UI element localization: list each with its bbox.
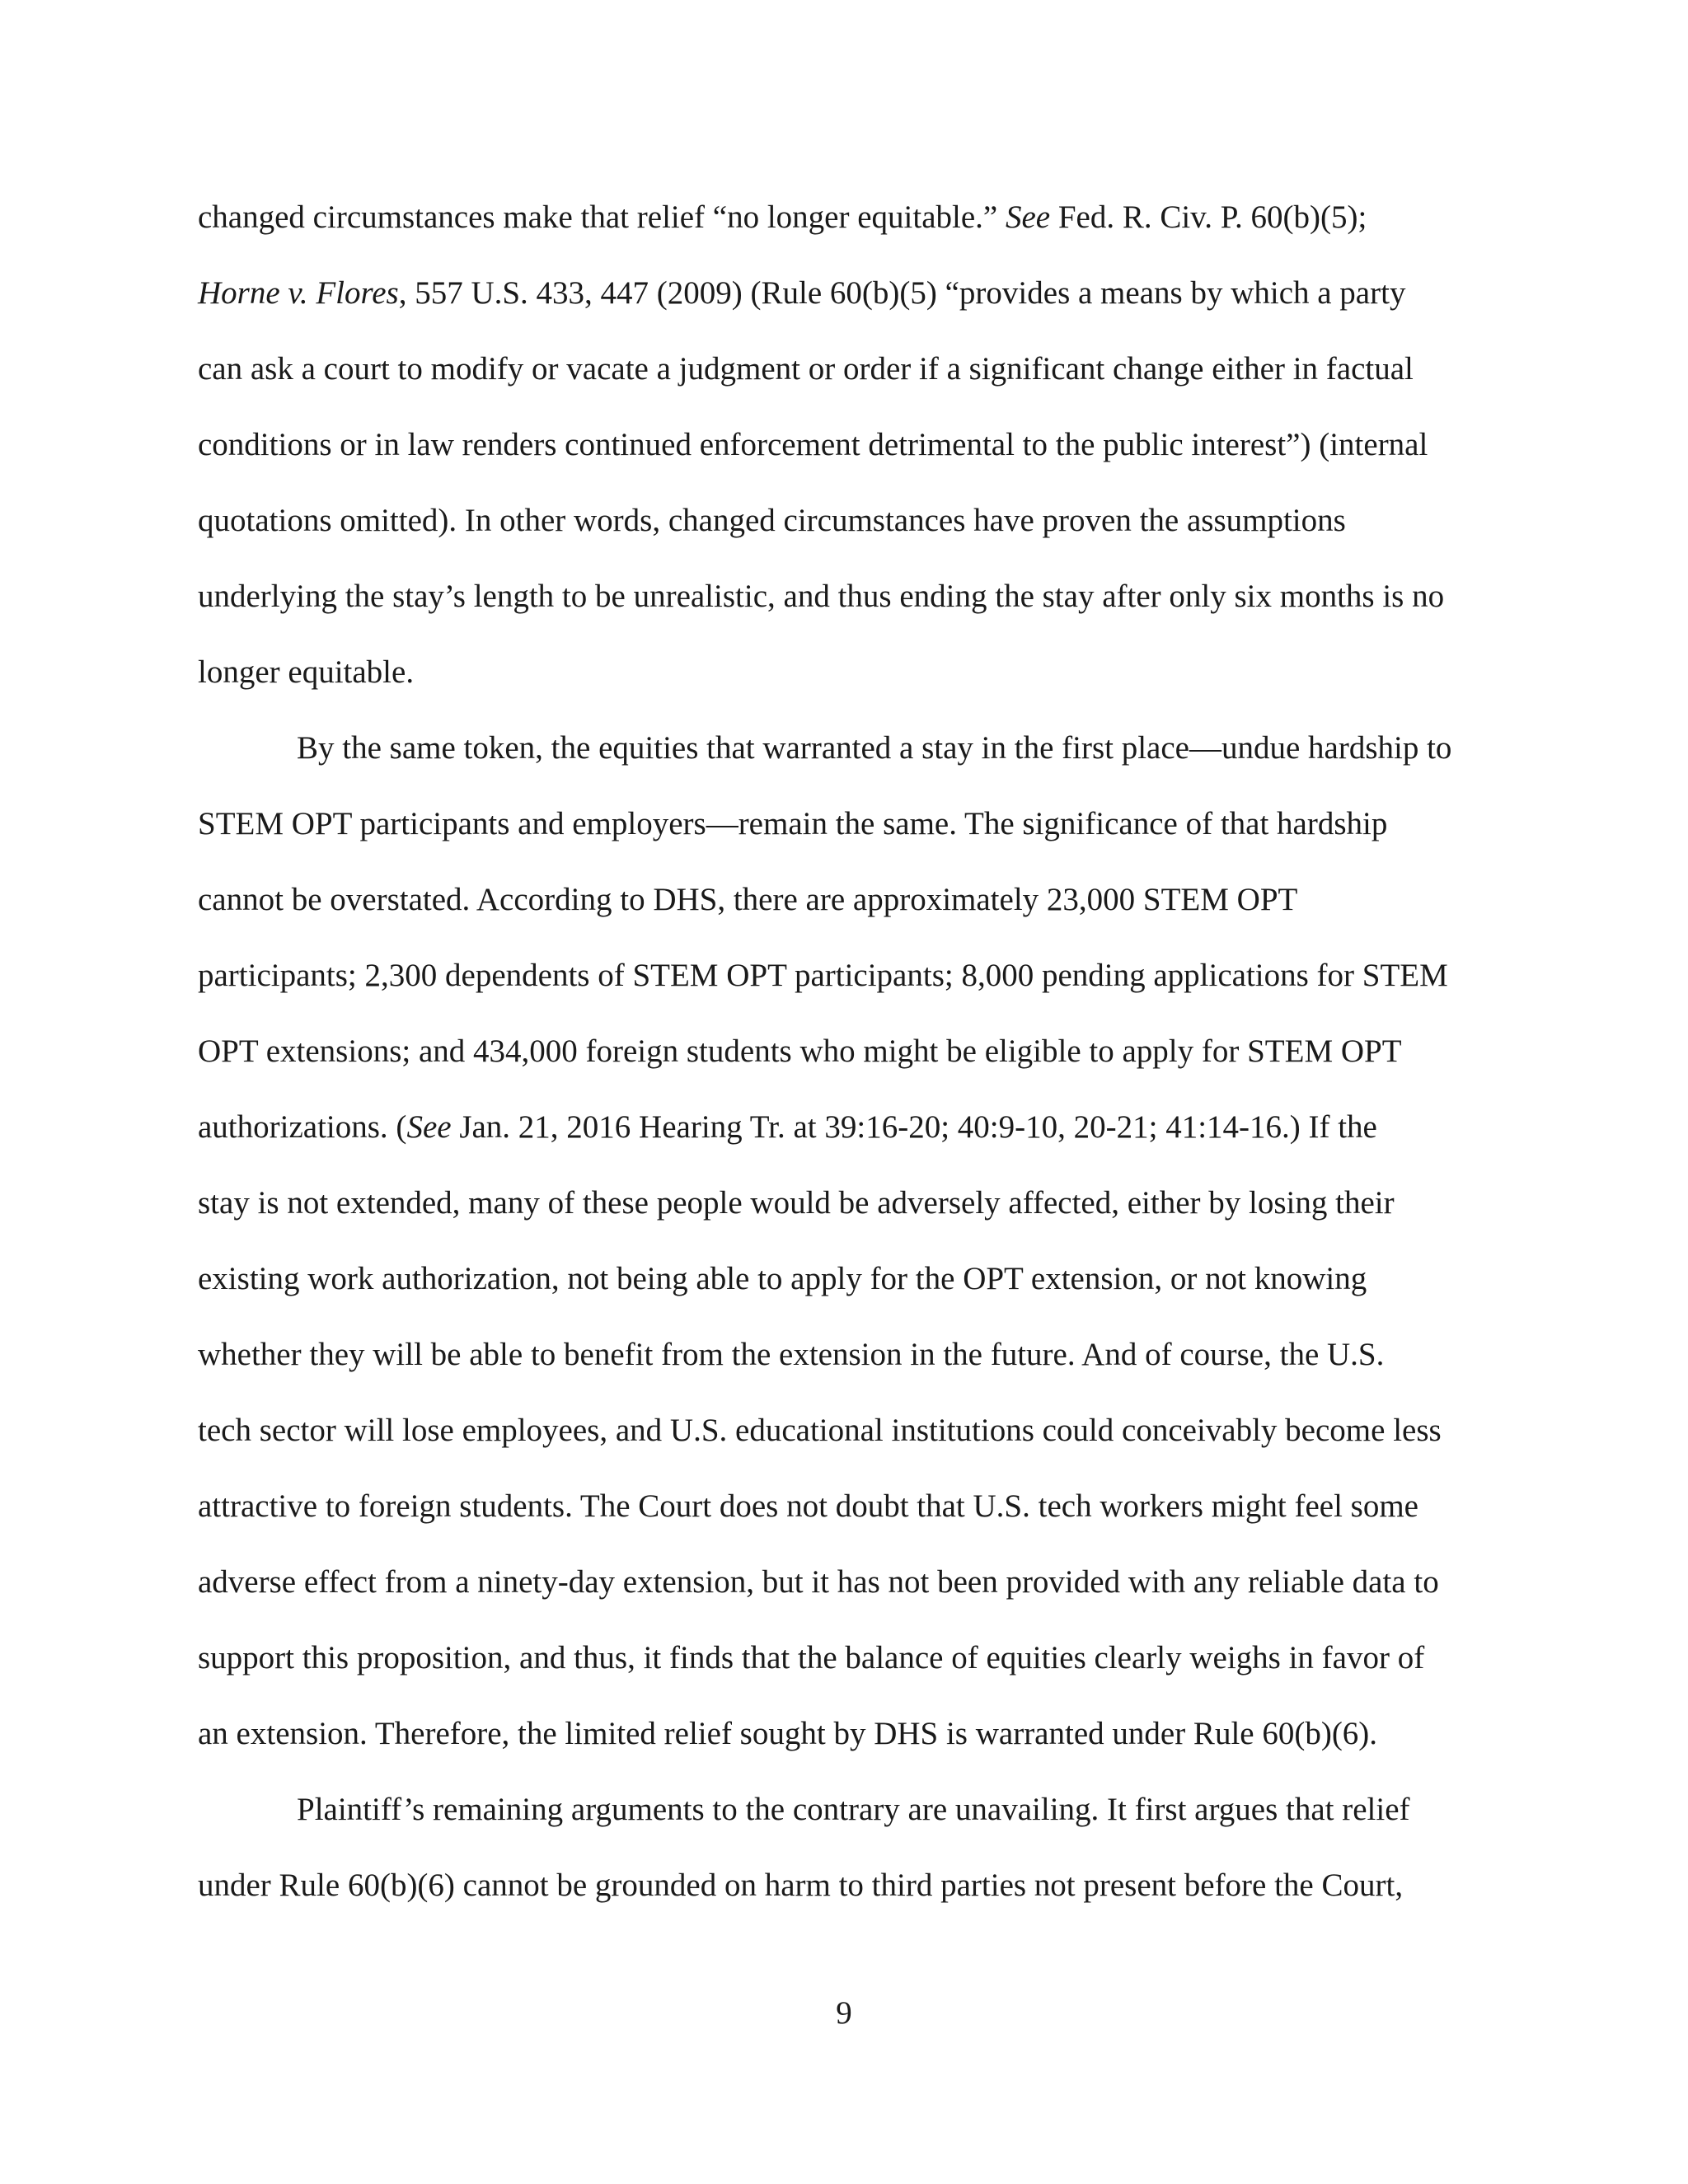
text-line (198, 407, 1497, 483)
text-line (198, 1620, 1497, 1696)
text-run: Jan. 21, 2016 Hearing Tr. at 39:16-20; 40:9-10, 20-21; 41:14-16.) If the (451, 1109, 1377, 1145)
text-run: under Rule 60(b)(6) cannot be grounded on harm to third parties not present before the Court, (198, 1868, 1404, 1903)
text-run: existing work authorization, not being able to apply for the OPT extension, or not knowing (198, 1261, 1367, 1296)
text-line (198, 180, 1497, 255)
text-line (198, 862, 1497, 938)
text-run: Plaintiff’s remaining arguments to the contrary are unavailing. It first argues that relief (297, 1792, 1410, 1827)
paragraph (198, 180, 1497, 710)
text-run: adverse effect from a ninety-day extension, but it has not been provided with any reliable data to (198, 1564, 1439, 1600)
italic-text-run: See (1005, 199, 1051, 235)
italic-text-run: Horne v. Flores (198, 275, 399, 311)
page-number: 9 (836, 1995, 852, 2031)
text-run: participants; 2,300 dependents of STEM OPT participants; 8,000 pending applications for STEM (198, 958, 1448, 993)
italic-text-run: See (406, 1109, 452, 1145)
text-line (198, 786, 1497, 862)
text-run: authorizations. ( (198, 1109, 407, 1145)
text-run: underlying the stay’s length to be unrealistic, and thus ending the stay after only six months is no (198, 579, 1445, 614)
text-line (198, 1469, 1497, 1544)
text-run: quotations omitted). In other words, changed circumstances have proven the assumptions (198, 503, 1346, 538)
text-line (198, 331, 1497, 407)
text-run: , 557 U.S. 433, 447 (2009) (Rule 60(b)(5) “provides a means by which a party (398, 275, 1406, 311)
text-run: Fed. R. Civ. P. 60(b)(5); (1050, 199, 1367, 235)
paragraph (198, 710, 1497, 1772)
text-line (198, 559, 1497, 635)
text-line (198, 635, 1497, 710)
body-text (198, 180, 1497, 1924)
text-line (198, 1393, 1497, 1469)
text-run: conditions or in law renders continued enforcement detrimental to the public interest”) (internal (198, 427, 1428, 462)
text-run: tech sector will lose employees, and U.S. educational institutions could conceivably become less (198, 1413, 1442, 1448)
text-run: STEM OPT participants and employers—remain the same. The significance of that hardship (198, 806, 1388, 841)
text-line (198, 1165, 1497, 1241)
text-line (198, 1772, 1497, 1848)
text-run: stay is not extended, many of these people would be adversely affected, either by losing their (198, 1185, 1395, 1221)
text-run: longer equitable. (198, 654, 415, 690)
text-run: OPT extensions; and 434,000 foreign students who might be eligible to apply for STEM OPT (198, 1033, 1402, 1069)
text-run: support this proposition, and thus, it finds that the balance of equities clearly weighs in favor of (198, 1640, 1425, 1675)
text-line (198, 1544, 1497, 1620)
text-run: cannot be overstated. According to DHS, there are approximately 23,000 STEM OPT (198, 882, 1298, 917)
text-line (198, 1848, 1497, 1924)
text-run: can ask a court to modify or vacate a judgment or order if a significant change either in factual (198, 351, 1414, 387)
text-line (198, 1090, 1497, 1165)
text-run: attractive to foreign students. The Court does not doubt that U.S. tech workers might feel some (198, 1488, 1418, 1524)
text-line (198, 710, 1497, 786)
text-line (198, 1241, 1497, 1317)
text-line (198, 1317, 1497, 1393)
text-run: changed circumstances make that relief “no longer equitable.” (198, 199, 1006, 235)
text-line (198, 938, 1497, 1014)
text-line (198, 255, 1497, 331)
text-run: By the same token, the equities that warranted a stay in the first place—undue hardship to (297, 730, 1452, 766)
text-run: whether they will be able to benefit from the extension in the future. And of course, the U.S. (198, 1337, 1385, 1372)
text-line (198, 1014, 1497, 1090)
paragraph (198, 1772, 1497, 1924)
text-line (198, 1696, 1497, 1772)
text-line (198, 483, 1497, 559)
text-run: an extension. Therefore, the limited relief sought by DHS is warranted under Rule 60(b)(6). (198, 1716, 1378, 1751)
